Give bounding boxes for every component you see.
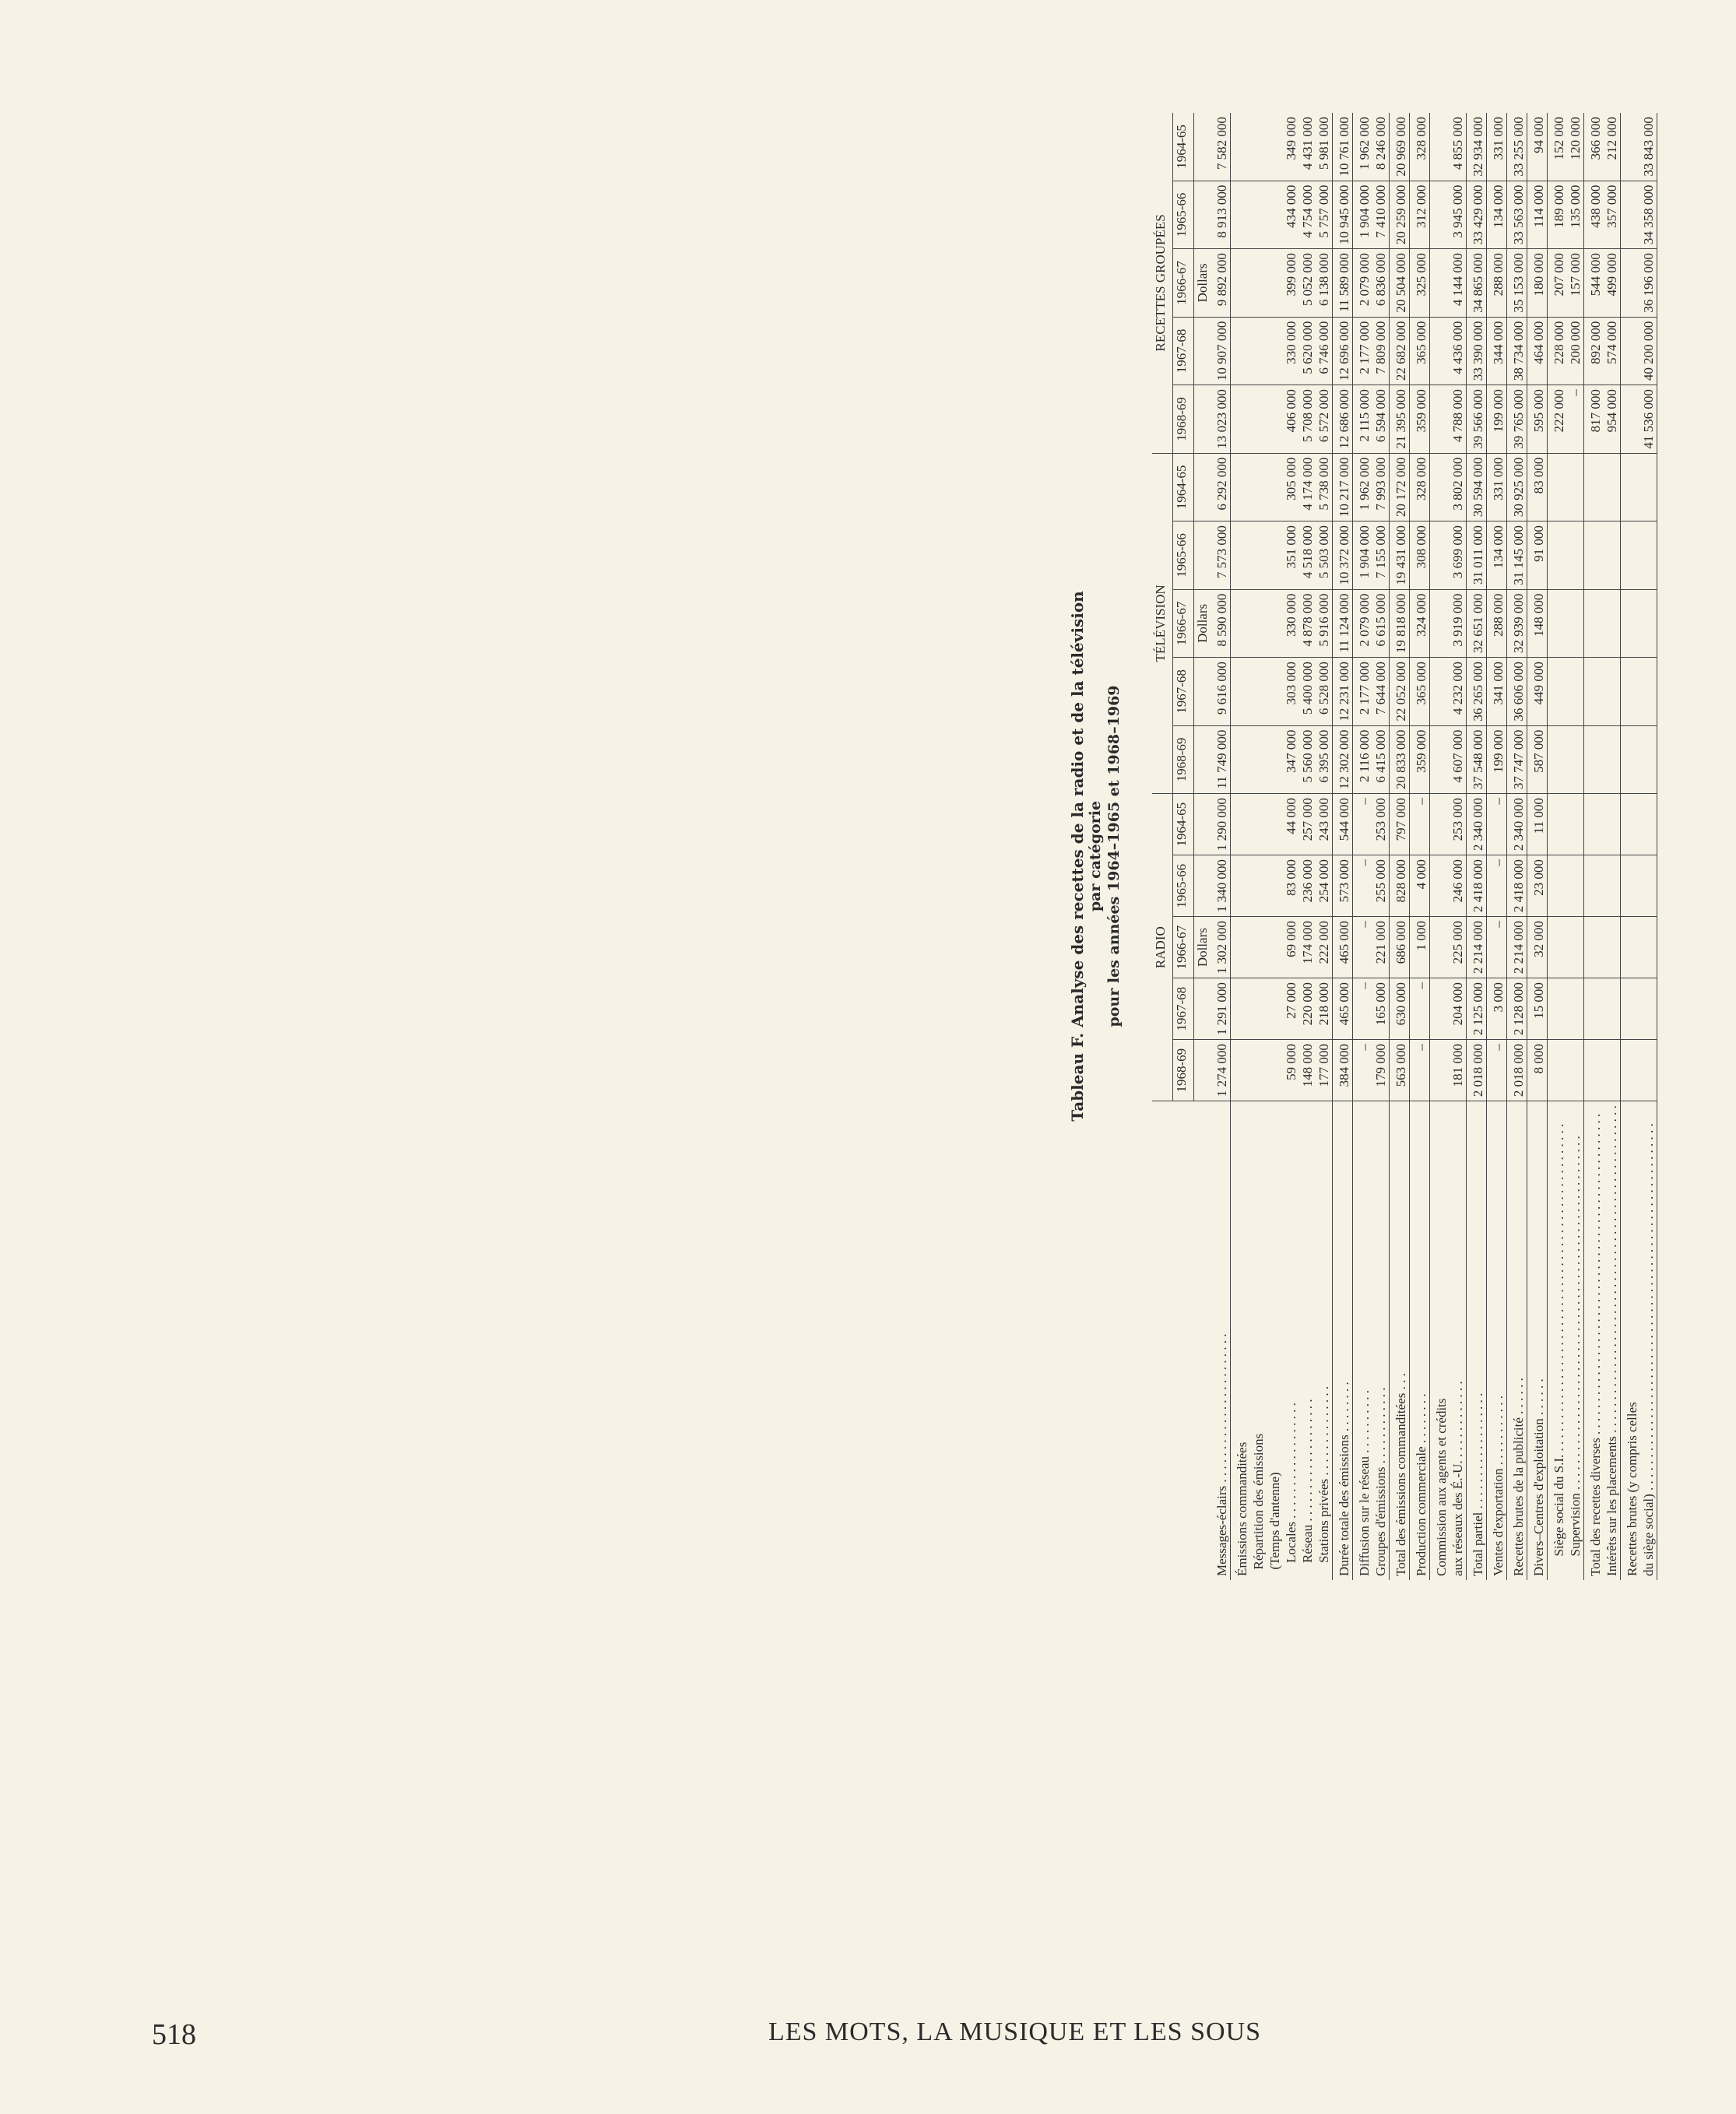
cell-radio: – (1410, 794, 1430, 855)
cell-radio: 8 000 (1527, 1040, 1548, 1101)
table-period: pour les années 1964–1965 et 1968–1969 (1105, 685, 1123, 1027)
cell-radio: – (1410, 978, 1430, 1040)
empty-unit-cell (1194, 1101, 1211, 1580)
cell-grouped: 438 000 357 000 (1584, 181, 1621, 249)
empty-header-cell (1152, 1101, 1173, 1580)
cell-radio: 630 000 (1390, 978, 1410, 1040)
cell-radio (1548, 855, 1584, 917)
row-label: Siège social du S.I. . . . . . . . . . . . . . . . . . . . . . . . . . . . . . . . . . . . . . . . . . . . . . . . . . . Supervision . . . . . . . . . . . . . . . . . . . . . . . . . . . . . . . . . . . . . . . . . . . . . . . . . . . . . . (1548, 1101, 1584, 1580)
cell-grouped: 464 000 (1527, 317, 1548, 385)
cell-radio: 3 000 (1487, 978, 1507, 1040)
cell-radio: 797 000 (1390, 794, 1410, 855)
cell-grouped: 1 904 000 7 410 000 (1353, 181, 1390, 249)
cell-tv (1584, 589, 1621, 658)
cell-radio: 181 000 (1430, 1040, 1467, 1101)
cell-tv: 9 616 000 (1211, 658, 1231, 726)
cell-radio: 2 418 000 (1507, 855, 1527, 917)
cell-grouped: 406 000 5 708 000 6 572 000 (1231, 385, 1333, 454)
cell-radio (1584, 1040, 1621, 1101)
cell-grouped: 12 696 000 (1333, 317, 1353, 385)
cell-grouped: 152 000 120 000 (1548, 113, 1584, 181)
cell-radio: 573 000 (1333, 855, 1353, 917)
cell-radio: 59 000 148 000 177 000 (1231, 1040, 1333, 1101)
cell-radio: 1 290 000 (1211, 794, 1231, 855)
cell-tv: 10 372 000 (1333, 521, 1353, 590)
cell-grouped: 13 023 000 (1211, 385, 1231, 454)
cell-grouped: 41 536 000 (1621, 385, 1657, 454)
cell-tv: 4 607 000 (1430, 725, 1467, 794)
cell-radio: 2 018 000 (1507, 1040, 1527, 1101)
cell-tv: 328 000 (1410, 453, 1430, 521)
cell-radio: 2 128 000 (1507, 978, 1527, 1040)
year-header-tv: 1965-66 (1173, 521, 1194, 590)
cell-tv: 199 000 (1487, 725, 1507, 794)
row-label: Diffusion sur le réseau . . . . . . . . . . Groupes d'émissions . . . . . . . . . . . . (1353, 1101, 1390, 1580)
cell-tv (1621, 589, 1657, 658)
cell-tv: 32 939 000 (1507, 589, 1527, 658)
cell-grouped: 344 000 (1487, 317, 1507, 385)
cell-tv: 308 000 (1410, 521, 1430, 590)
cell-grouped: 33 255 000 (1507, 113, 1527, 181)
cell-tv: 31 011 000 (1467, 521, 1487, 590)
cell-grouped: 180 000 (1527, 249, 1548, 318)
cell-radio: 2 125 000 (1467, 978, 1487, 1040)
unit-cell-grouped (1194, 181, 1211, 249)
cell-grouped: 892 000 574 000 (1584, 317, 1621, 385)
cell-grouped: 222 000 – (1548, 385, 1584, 454)
cell-grouped: 20 504 000 (1390, 249, 1410, 318)
cell-tv: 11 124 000 (1333, 589, 1353, 658)
year-header-grouped: 1964-65 (1173, 113, 1194, 181)
cell-radio: 225 000 (1430, 917, 1467, 978)
cell-grouped: 359 000 (1410, 385, 1430, 454)
cell-tv (1584, 521, 1621, 590)
cell-tv: 288 000 (1487, 589, 1507, 658)
cell-tv: 4 232 000 (1430, 658, 1467, 726)
cell-grouped: 312 000 (1410, 181, 1430, 249)
cell-grouped: 38 734 000 (1507, 317, 1527, 385)
cell-radio: 828 000 (1390, 855, 1410, 917)
cell-grouped: 288 000 (1487, 249, 1507, 318)
cell-grouped: 33 563 000 (1507, 181, 1527, 249)
unit-cell-radio (1194, 855, 1211, 917)
cell-radio: – 255 000 (1353, 855, 1390, 917)
cell-radio (1584, 978, 1621, 1040)
cell-radio: – (1487, 1040, 1507, 1101)
cell-tv: 37 548 000 (1467, 725, 1487, 794)
cell-radio: 69 000 174 000 222 000 (1231, 917, 1333, 978)
cell-grouped: 207 000 157 000 (1548, 249, 1584, 318)
cell-radio: 465 000 (1333, 978, 1353, 1040)
cell-tv (1621, 658, 1657, 726)
cell-grouped: 32 934 000 (1467, 113, 1487, 181)
cell-radio (1621, 1040, 1657, 1101)
cell-radio: 384 000 (1333, 1040, 1353, 1101)
cell-grouped: 10 761 000 (1333, 113, 1353, 181)
cell-tv: 10 217 000 (1333, 453, 1353, 521)
cell-tv (1584, 658, 1621, 726)
cell-tv: 3 919 000 (1430, 589, 1467, 658)
revenue-table (1152, 113, 1657, 1580)
cell-grouped: 134 000 (1487, 181, 1507, 249)
table-row (1507, 113, 1527, 1580)
cell-radio (1621, 917, 1657, 978)
table-body (1211, 113, 1657, 1580)
cell-grouped: 434 000 4 754 000 5 757 000 (1231, 181, 1333, 249)
cell-radio: 544 000 (1333, 794, 1353, 855)
cell-tv: 12 231 000 (1333, 658, 1353, 726)
section-grouped: RECETTES GROUPÉES (1152, 113, 1173, 453)
table-row (1390, 113, 1410, 1580)
cell-tv: 30 925 000 (1507, 453, 1527, 521)
row-label: Recettes brutes de la publicité . . . . . . (1507, 1101, 1527, 1580)
cell-tv (1621, 453, 1657, 521)
cell-grouped: 33 390 000 (1467, 317, 1487, 385)
table-row (1584, 113, 1621, 1580)
cell-radio: 1 000 (1410, 917, 1430, 978)
row-label: Total des recettes diverses . . . . . . . . . . . . . . . . . . . . . . . . . . . . . . . . . . . . . . . . . . . . . . . . . Intérêts sur les placements . . . . . . . . . . . . . . . . . . . . . . . . . . . . . . . . . . . . . . . . . . . . . . . . . . (1584, 1101, 1621, 1580)
year-header-tv: 1964-65 (1173, 453, 1194, 521)
year-header-grouped: 1965-66 (1173, 181, 1194, 249)
table-row (1410, 113, 1430, 1580)
cell-grouped: 366 000 212 000 (1584, 113, 1621, 181)
year-header-grouped: 1968-69 (1173, 385, 1194, 454)
cell-tv: 22 052 000 (1390, 658, 1410, 726)
cell-tv: 148 000 (1527, 589, 1548, 658)
year-header-row (1173, 113, 1194, 1580)
cell-tv: 19 818 000 (1390, 589, 1410, 658)
cell-tv: 36 265 000 (1467, 658, 1487, 726)
cell-radio: 4 000 (1410, 855, 1430, 917)
cell-grouped: 595 000 (1527, 385, 1548, 454)
cell-radio: – (1487, 917, 1507, 978)
cell-grouped: 12 686 000 (1333, 385, 1353, 454)
cell-radio (1548, 794, 1584, 855)
cell-tv: 31 145 000 (1507, 521, 1527, 590)
cell-tv: 305 000 4 174 000 5 738 000 (1231, 453, 1333, 521)
cell-radio: 1 291 000 (1211, 978, 1231, 1040)
cell-tv: 19 431 000 (1390, 521, 1410, 590)
cell-radio: 27 000 220 000 218 000 (1231, 978, 1333, 1040)
cell-grouped: 34 358 000 (1621, 181, 1657, 249)
cell-tv: 134 000 (1487, 521, 1507, 590)
cell-tv: 20 172 000 (1390, 453, 1410, 521)
cell-grouped: 20 969 000 (1390, 113, 1410, 181)
row-label: Divers–Centres d'exploitation . . . . . . (1527, 1101, 1548, 1580)
cell-tv: 2 177 000 7 644 000 (1353, 658, 1390, 726)
section-tv: TÉLÉVISION (1152, 453, 1173, 794)
cell-grouped: 21 395 000 (1390, 385, 1410, 454)
year-header-radio: 1965-66 (1173, 855, 1194, 917)
cell-radio: 465 000 (1333, 917, 1353, 978)
cell-radio: 246 000 (1430, 855, 1467, 917)
cell-grouped: 10 907 000 (1211, 317, 1231, 385)
cell-grouped: 325 000 (1410, 249, 1430, 318)
year-header-radio: 1966-67 (1173, 917, 1194, 978)
year-header-tv: 1967-68 (1173, 658, 1194, 726)
cell-grouped: 2 115 000 6 594 000 (1353, 385, 1390, 454)
cell-radio: 83 000 236 000 254 000 (1231, 855, 1333, 917)
unit-cell-radio (1194, 1040, 1211, 1101)
cell-grouped: 349 000 4 431 000 5 981 000 (1231, 113, 1333, 181)
table-row (1430, 113, 1467, 1580)
cell-tv: 83 000 (1527, 453, 1548, 521)
cell-grouped: 4 436 000 (1430, 317, 1467, 385)
cell-radio: 23 000 (1527, 855, 1548, 917)
cell-tv: 8 590 000 (1211, 589, 1231, 658)
page-number: 518 (152, 2018, 196, 2051)
cell-radio: 2 340 000 (1507, 794, 1527, 855)
cell-radio (1584, 917, 1621, 978)
unit-cell-grouped (1194, 385, 1211, 454)
cell-tv (1548, 725, 1584, 794)
cell-radio: 563 000 (1390, 1040, 1410, 1101)
table-row (1333, 113, 1353, 1580)
cell-tv: 449 000 (1527, 658, 1548, 726)
table-title: Tableau F. Analyse des recettes de la radio et de la télévision (1068, 591, 1087, 1122)
cell-radio (1584, 794, 1621, 855)
cell-grouped: 817 000 954 000 (1584, 385, 1621, 454)
cell-radio: – 221 000 (1353, 917, 1390, 978)
cell-radio: 44 000 257 000 243 000 (1231, 794, 1333, 855)
cell-radio: 32 000 (1527, 917, 1548, 978)
table-row (1353, 113, 1390, 1580)
cell-grouped: 1 962 000 8 246 000 (1353, 113, 1390, 181)
table-subtitle: par catégorie (1087, 800, 1104, 912)
year-header-grouped: 1967-68 (1173, 317, 1194, 385)
cell-grouped: 10 945 000 (1333, 181, 1353, 249)
cell-tv: 331 000 (1487, 453, 1507, 521)
cell-grouped: 11 589 000 (1333, 249, 1353, 318)
cell-tv: 330 000 4 878 000 5 916 000 (1231, 589, 1333, 658)
cell-grouped: 331 000 (1487, 113, 1507, 181)
unit-cell-tv: Dollars (1194, 589, 1211, 658)
unit-cell-radio (1194, 794, 1211, 855)
cell-tv (1548, 589, 1584, 658)
unit-cell-tv (1194, 658, 1211, 726)
row-label: Émissions commanditées Répartition des émissions (Temps d'antenne) Locales . . . . . . . . . . . . . . . . . . Réseau . . . . . . . . . . . . . . . . . . . Stations privées . . . . . . . . . . . . . . (1231, 1101, 1333, 1580)
cell-grouped: 4 788 000 (1430, 385, 1467, 454)
cell-grouped: 330 000 5 620 000 6 746 000 (1231, 317, 1333, 385)
cell-tv: 30 594 000 (1467, 453, 1487, 521)
cell-tv: 2 079 000 6 615 000 (1353, 589, 1390, 658)
cell-tv: 303 000 5 400 000 6 528 000 (1231, 658, 1333, 726)
cell-grouped: 40 200 000 (1621, 317, 1657, 385)
unit-cell-tv (1194, 725, 1211, 794)
cell-radio: – 253 000 (1353, 794, 1390, 855)
cell-tv: 2 116 000 6 415 000 (1353, 725, 1390, 794)
cell-grouped: 8 913 000 (1211, 181, 1231, 249)
cell-grouped: 33 429 000 (1467, 181, 1487, 249)
cell-radio: 2 018 000 (1467, 1040, 1487, 1101)
row-label: Recettes brutes (y compris celles du siège social) . . . . . . . . . . . . . . . . . . . . . . . . . . . . . . . . . . . . . . . . . . . . . . . . . . . . . . . . (1621, 1101, 1657, 1580)
cell-grouped: 365 000 (1410, 317, 1430, 385)
cell-grouped: 4 855 000 (1430, 113, 1467, 181)
cell-tv: 7 573 000 (1211, 521, 1231, 590)
running-head: LES MOTS, LA MUSIQUE ET LES SOUS (768, 2017, 1261, 2046)
table-row (1527, 113, 1548, 1580)
row-label: Total des émissions commanditées . . . (1390, 1101, 1410, 1580)
cell-grouped: 189 000 135 000 (1548, 181, 1584, 249)
table-row (1548, 113, 1584, 1580)
unit-row (1194, 113, 1211, 1580)
cell-grouped: 36 196 000 (1621, 249, 1657, 318)
cell-radio: – (1410, 1040, 1430, 1101)
cell-grouped: 7 582 000 (1211, 113, 1231, 181)
cell-tv: 6 292 000 (1211, 453, 1231, 521)
cell-tv: 341 000 (1487, 658, 1507, 726)
cell-radio: – (1487, 855, 1507, 917)
cell-grouped: 3 945 000 (1430, 181, 1467, 249)
cell-tv: 11 749 000 (1211, 725, 1231, 794)
year-header-grouped: 1966-67 (1173, 249, 1194, 318)
section-radio: RADIO (1152, 794, 1173, 1101)
row-label: Production commerciale . . . . . . . . (1410, 1101, 1430, 1580)
cell-radio: 1 274 000 (1211, 1040, 1231, 1101)
cell-radio: – (1487, 794, 1507, 855)
cell-tv: 587 000 (1527, 725, 1548, 794)
unit-cell-grouped (1194, 113, 1211, 181)
cell-radio (1621, 794, 1657, 855)
cell-grouped: 2 177 000 7 809 000 (1353, 317, 1390, 385)
cell-grouped: 328 000 (1410, 113, 1430, 181)
cell-grouped: 9 892 000 (1211, 249, 1231, 318)
row-label: Messages-éclairs . . . . . . . . . . . . . . . . . . . . . . . (1211, 1101, 1231, 1580)
cell-radio: 1 340 000 (1211, 855, 1231, 917)
cell-tv: 359 000 (1410, 725, 1430, 794)
cell-tv: 1 904 000 7 155 000 (1353, 521, 1390, 590)
row-label: Total partiel . . . . . . . . . . . . . . . . . . (1467, 1101, 1487, 1580)
cell-radio (1584, 855, 1621, 917)
empty-header-cell (1173, 1101, 1194, 1580)
cell-tv (1548, 658, 1584, 726)
cell-radio: – 179 000 (1353, 1040, 1390, 1101)
cell-radio: 686 000 (1390, 917, 1410, 978)
cell-tv: 347 000 5 560 000 6 395 000 (1231, 725, 1333, 794)
unit-cell-radio: Dollars (1194, 917, 1211, 978)
cell-radio: 2 340 000 (1467, 794, 1487, 855)
cell-grouped: 4 144 000 (1430, 249, 1467, 318)
row-label: Ventes d'exportation . . . . . . . . . . . (1487, 1101, 1507, 1580)
rotated-table-page (1051, 117, 1736, 1588)
cell-grouped: 94 000 (1527, 113, 1548, 181)
table-row (1487, 113, 1507, 1580)
cell-tv: 1 962 000 7 993 000 (1353, 453, 1390, 521)
cell-radio: 2 418 000 (1467, 855, 1487, 917)
table-row (1467, 113, 1487, 1580)
year-header-tv: 1968-69 (1173, 725, 1194, 794)
cell-tv: 32 651 000 (1467, 589, 1487, 658)
cell-grouped: 39 566 000 (1467, 385, 1487, 454)
cell-grouped: 22 682 000 (1390, 317, 1410, 385)
cell-tv: 91 000 (1527, 521, 1548, 590)
cell-tv: 37 747 000 (1507, 725, 1527, 794)
cell-grouped: 35 153 000 (1507, 249, 1527, 318)
cell-radio: 253 000 (1430, 794, 1467, 855)
cell-tv: 3 699 000 (1430, 521, 1467, 590)
cell-tv (1584, 725, 1621, 794)
cell-tv: 3 802 000 (1430, 453, 1467, 521)
cell-radio: – 165 000 (1353, 978, 1390, 1040)
cell-grouped: 114 000 (1527, 181, 1548, 249)
year-header-radio: 1964-65 (1173, 794, 1194, 855)
cell-grouped: 199 000 (1487, 385, 1507, 454)
table-row (1211, 113, 1231, 1580)
unit-cell-tv (1194, 521, 1211, 590)
cell-grouped: 2 079 000 6 836 000 (1353, 249, 1390, 318)
cell-tv: 20 833 000 (1390, 725, 1410, 794)
table-row (1621, 113, 1657, 1580)
cell-tv: 324 000 (1410, 589, 1430, 658)
cell-tv: 351 000 4 518 000 5 503 000 (1231, 521, 1333, 590)
cell-tv (1621, 521, 1657, 590)
cell-tv (1548, 521, 1584, 590)
cell-tv: 36 606 000 (1507, 658, 1527, 726)
cell-tv: 12 302 000 (1333, 725, 1353, 794)
cell-radio (1548, 1040, 1584, 1101)
cell-grouped: 20 259 000 (1390, 181, 1410, 249)
cell-tv: 365 000 (1410, 658, 1430, 726)
unit-cell-grouped (1194, 317, 1211, 385)
cell-grouped: 399 000 5 052 000 6 138 000 (1231, 249, 1333, 318)
table-row (1231, 113, 1333, 1580)
cell-grouped: 39 765 000 (1507, 385, 1527, 454)
cell-tv (1621, 725, 1657, 794)
cell-grouped: 33 843 000 (1621, 113, 1657, 181)
row-label: Commission aux agents et crédits aux réseaux des É.-U. . . . . . . . . . . . . (1430, 1101, 1467, 1580)
cell-radio: 15 000 (1527, 978, 1548, 1040)
cell-radio: 204 000 (1430, 978, 1467, 1040)
cell-radio (1621, 855, 1657, 917)
unit-cell-grouped: Dollars (1194, 249, 1211, 318)
cell-radio (1621, 978, 1657, 1040)
cell-grouped: 544 000 499 000 (1584, 249, 1621, 318)
cell-radio: 2 214 000 (1467, 917, 1487, 978)
cell-grouped: 228 000 200 000 (1548, 317, 1584, 385)
cell-tv (1584, 453, 1621, 521)
cell-radio: 11 000 (1527, 794, 1548, 855)
cell-radio (1548, 917, 1584, 978)
cell-grouped: 34 865 000 (1467, 249, 1487, 318)
unit-cell-radio (1194, 978, 1211, 1040)
unit-cell-tv (1194, 453, 1211, 521)
year-header-radio: 1967-68 (1173, 978, 1194, 1040)
year-header-radio: 1968-69 (1173, 1040, 1194, 1101)
cell-radio (1548, 978, 1584, 1040)
cell-tv (1548, 453, 1584, 521)
year-header-tv: 1966-67 (1173, 589, 1194, 658)
cell-radio: 2 214 000 (1507, 917, 1527, 978)
row-label: Durée totale des émissions . . . . . . . . (1333, 1101, 1353, 1580)
cell-radio: 1 302 000 (1211, 917, 1231, 978)
